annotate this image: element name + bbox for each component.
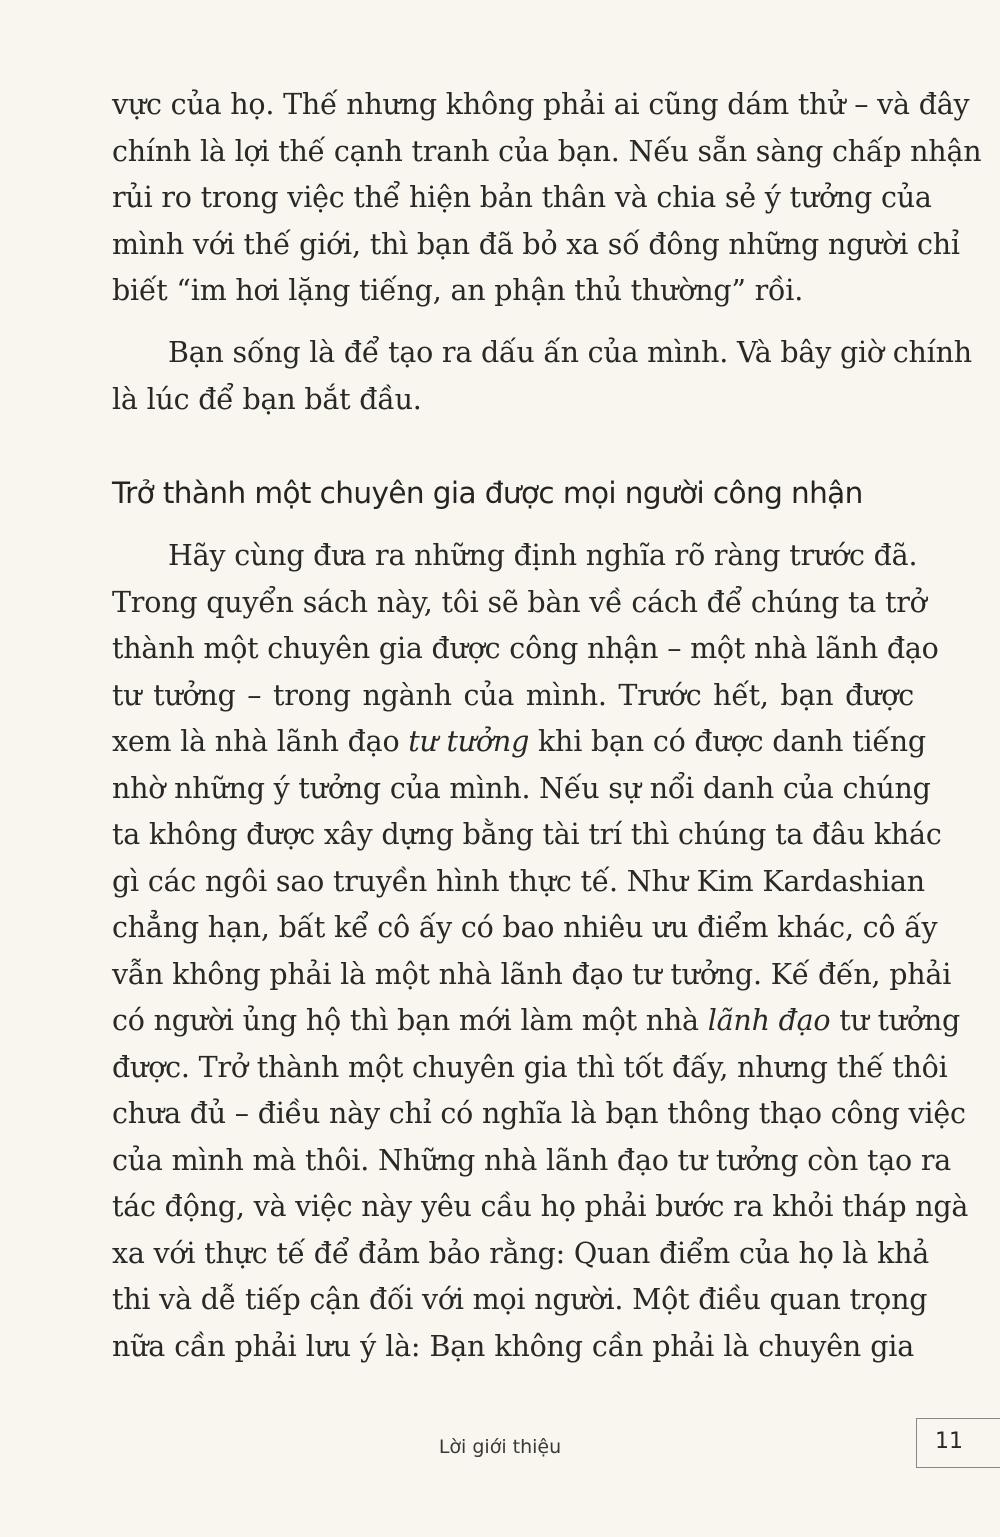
text-line: biết “im hơi lặng tiếng, an phận thủ thường” rồi. — [112, 274, 804, 307]
text-segment: khi bạn có được danh tiếng — [529, 725, 926, 758]
text-line: nữa cần phải lưu ý là: Bạn không cần phải là chuyên gia — [112, 1329, 914, 1363]
text-line: Bạn sống là để tạo ra dấu ấn của mình. Và bây giờ chính — [168, 336, 972, 369]
text-line: chẳng hạn, bất kể cô ấy có bao nhiêu ưu điểm khác, cô ấy — [112, 911, 938, 944]
text-line: chưa đủ – điều này chỉ có nghĩa là bạn thông thạo công việc — [112, 1097, 966, 1130]
text-line: tư tưởng – trong ngành của mình. Trước hết, bạn được — [112, 678, 914, 712]
text-line: xa với thực tế để đảm bảo rằng: Quan điểm của họ là khả — [112, 1236, 930, 1270]
text-line: là lúc để bạn bắt đầu. — [112, 382, 422, 416]
paragraph-definitions — [112, 533, 969, 1370]
text-line: được. Trở thành một chuyên gia thì tốt đấy, nhưng thế thôi — [112, 1050, 948, 1084]
text-line: ta không được xây dựng bằng tài trí thì chúng ta đâu khác — [112, 818, 942, 851]
text-line: mình với thế giới, thì bạn đã bỏ xa số đông những người chỉ — [112, 227, 960, 261]
running-footer-section: Lời giới thiệu — [438, 1436, 562, 1458]
page-number-box — [916, 1418, 1000, 1468]
text-line: chính là lợi thế cạnh tranh của bạn. Nếu sẵn sàng chấp nhận — [112, 134, 982, 168]
text-line-with-emphasis — [112, 719, 926, 766]
text-line: nhờ những ý tưởng của mình. Nếu sự nổi danh của chúng — [112, 771, 931, 805]
paragraph-mark-your-legacy — [112, 330, 972, 423]
text-line: vẫn không phải là một nhà lãnh đạo tư tưởng. Kế đến, phải — [112, 957, 952, 991]
paragraph-continuation — [112, 82, 982, 315]
text-line: Hãy cùng đưa ra những định nghĩa rõ ràng trước đã. — [168, 539, 918, 572]
text-line: thành một chuyên gia được công nhận – một nhà lãnh đạo — [112, 632, 939, 665]
emphasis-text: tư tưởng — [408, 725, 530, 758]
page-number: 11 — [935, 1429, 963, 1454]
text-line-with-emphasis — [112, 998, 961, 1045]
section-heading: Trở thành một chuyên gia được mọi người công nhận — [112, 476, 863, 510]
text-line: gì các ngôi sao truyền hình thực tế. Như Kim Kardashian — [112, 864, 925, 898]
text-line: rủi ro trong việc thể hiện bản thân và chia sẻ ý tưởng của — [112, 181, 932, 214]
text-segment: tư tưởng — [830, 1004, 961, 1037]
text-segment: xem là nhà lãnh đạo — [112, 725, 409, 758]
text-line: Trong quyển sách này, tôi sẽ bàn về cách để chúng ta trở — [112, 585, 927, 619]
text-line: của mình mà thôi. Những nhà lãnh đạo tư tưởng còn tạo ra — [112, 1143, 952, 1177]
emphasis-text: lãnh đạo — [707, 1004, 831, 1037]
text-line: thi và dễ tiếp cận đối với mọi người. Một điều quan trọng — [112, 1283, 928, 1316]
text-line: vực của họ. Thế nhưng không phải ai cũng dám thử – và đây — [112, 88, 970, 121]
text-line: tác động, và việc này yêu cầu họ phải bước ra khỏi tháp ngà — [112, 1190, 969, 1223]
text-segment: có người ủng hộ thì bạn mới làm một nhà — [112, 1004, 708, 1037]
